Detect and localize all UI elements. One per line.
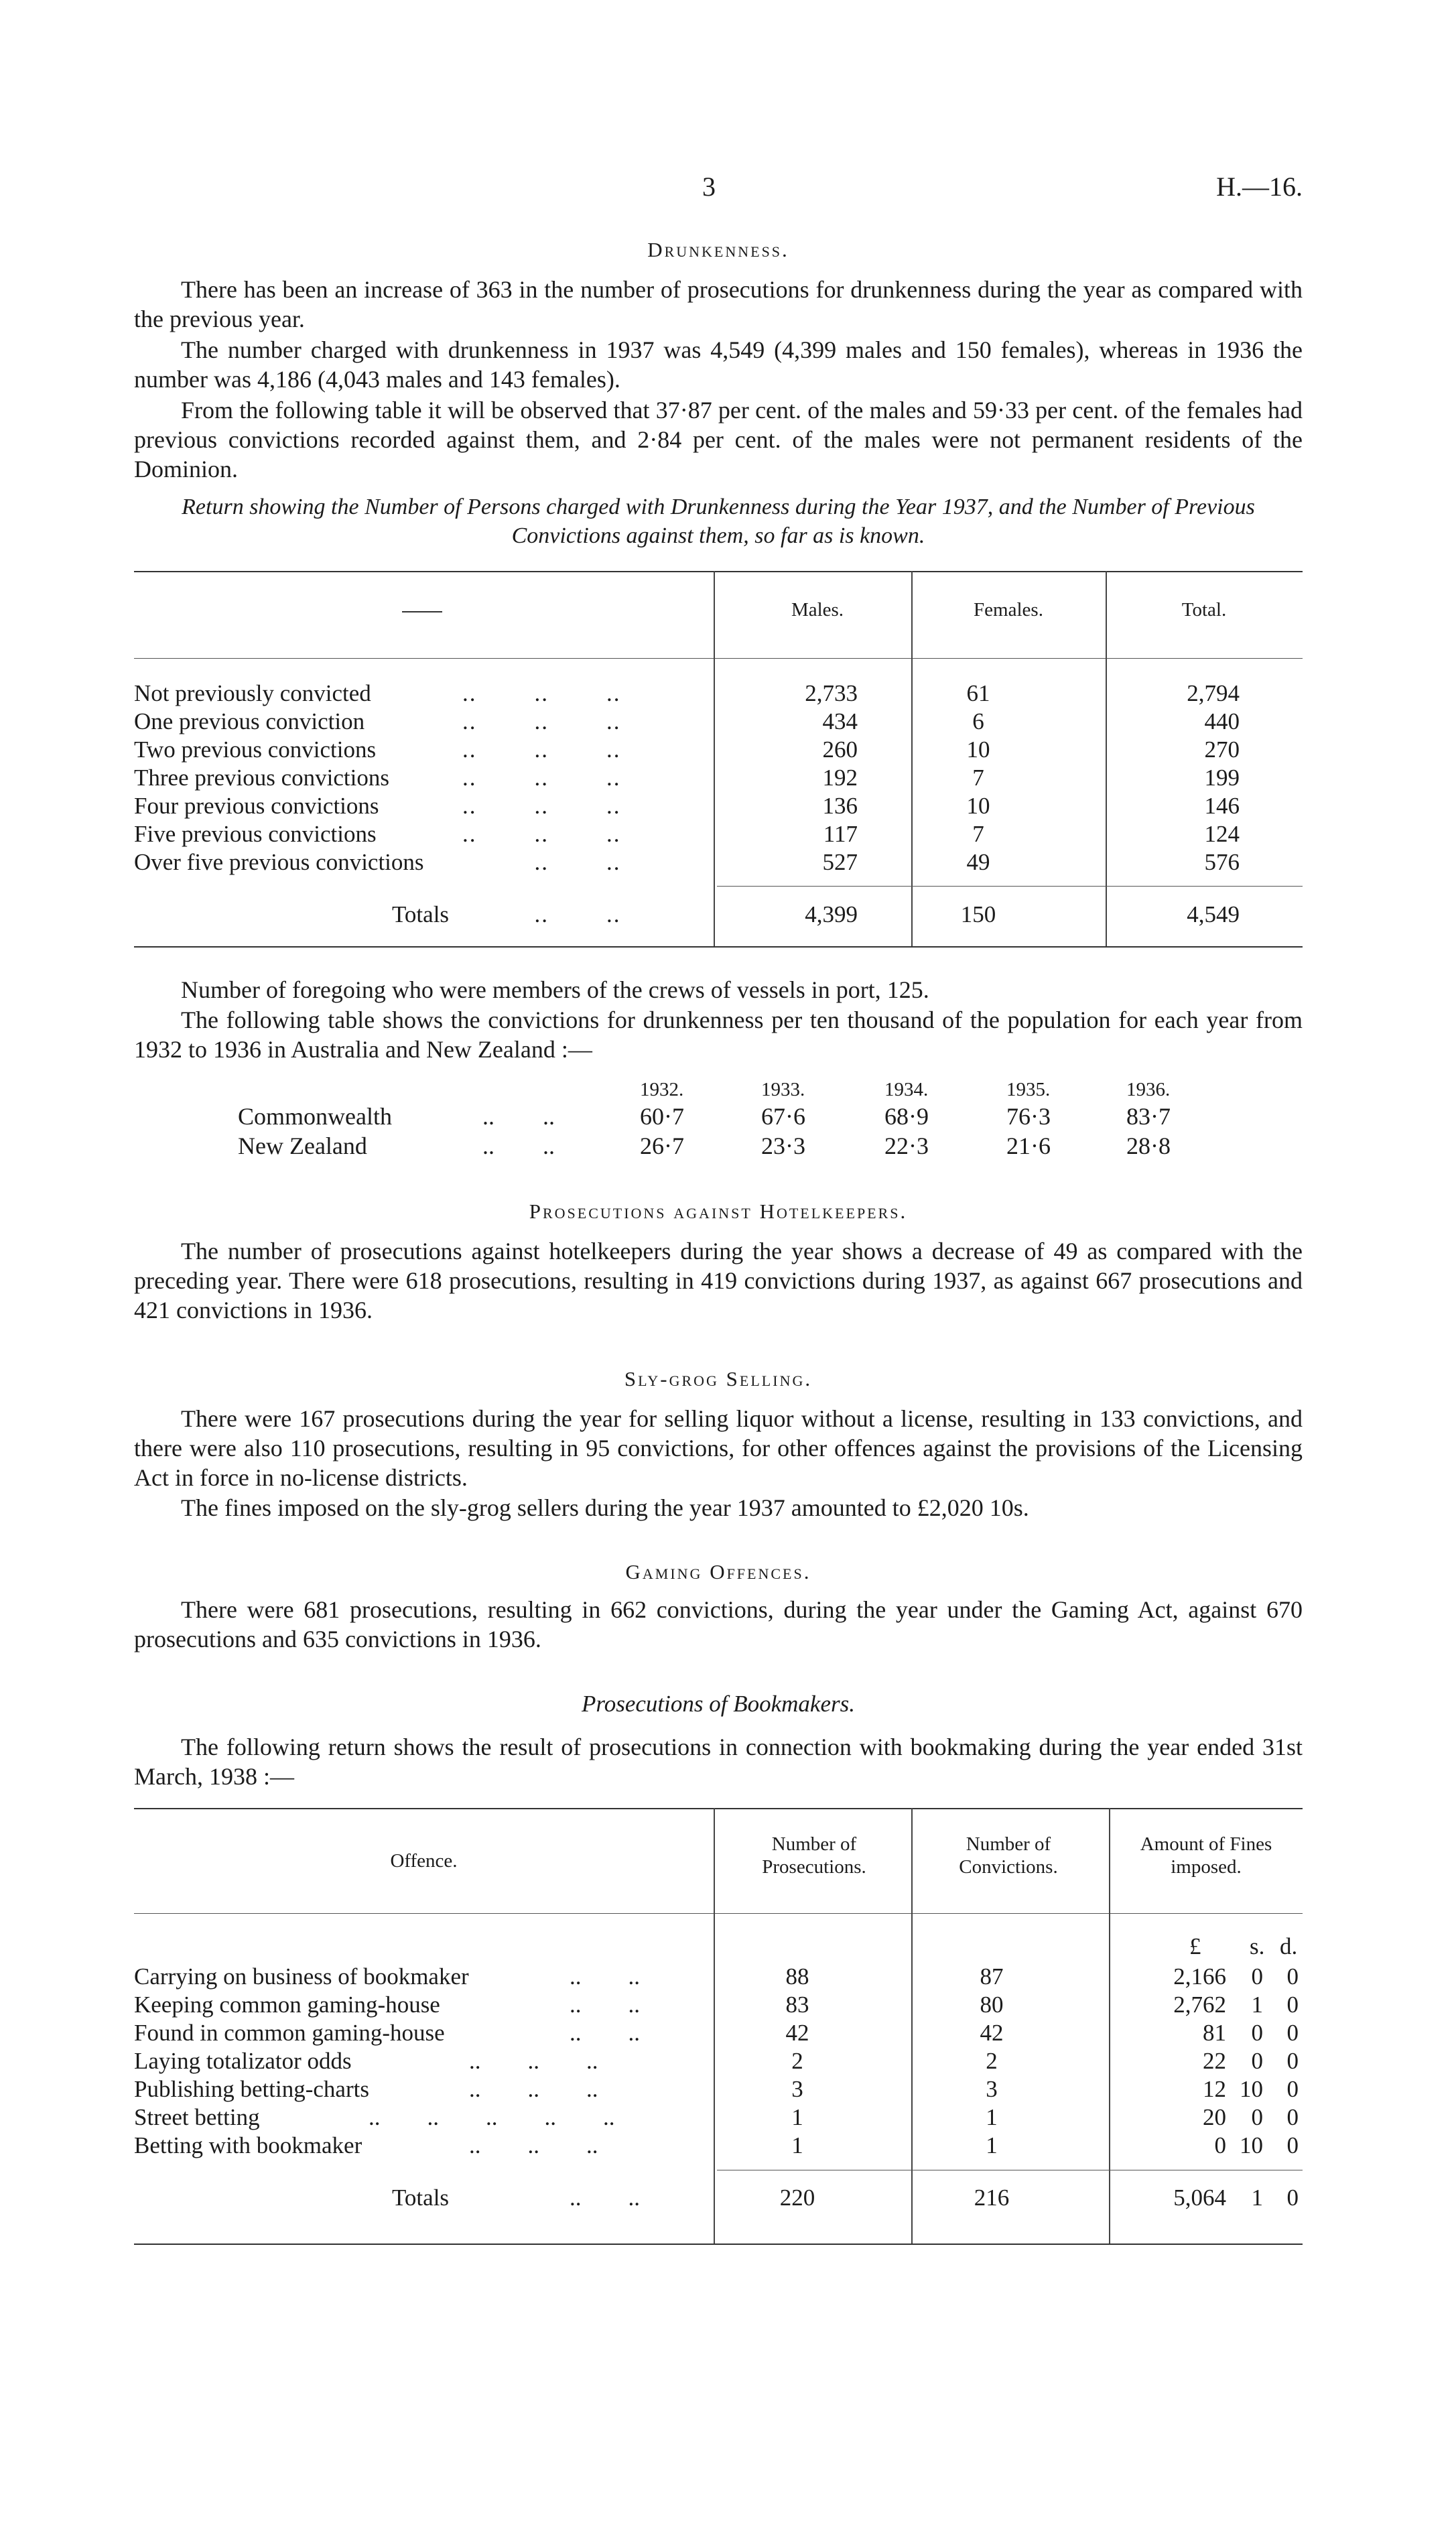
table-row: One previous conviction .. .. .. 434 6 440 (134, 708, 1240, 734)
money-units-row: £ s. d. (1189, 1933, 1298, 1959)
column-header-offence: Offence. (390, 1850, 458, 1872)
section-title-bookmakers: Prosecutions of Bookmakers. (582, 1691, 855, 1717)
section-title-gaming: Gaming Offences. (625, 1560, 811, 1583)
table-row: Five previous convictions .. .. .. 117 7 124 (134, 821, 1240, 847)
comparison-row: Commonwealth .. .. 60·7 67·6 68·9 76·3 83·7 (238, 1103, 1171, 1130)
paragraph: The fines imposed on the sly-grog sellers during the year 1937 amounted to £2,020 10s. (181, 1494, 1029, 1521)
year-header: 1934. (884, 1079, 929, 1100)
comparison-row: New Zealand .. .. 26·7 23·3 22·3 21·6 28·8 (238, 1132, 1171, 1159)
table-row: Laying totalizator odds .. .. .. 2 2 22 0 0 (134, 2048, 1299, 2074)
table-row: Found in common gaming-house .. .. 42 42 81 0 0 (134, 2020, 1299, 2046)
section-title-hotelkeepers: Prosecutions against Hotelkeepers. (529, 1199, 908, 1223)
page-number: 3 (702, 172, 716, 202)
paragraph: Number of foregoing who were members of the crews of vessels in port, 125. (181, 976, 929, 1003)
table-row: Four previous convictions .. .. .. 136 10 146 (134, 793, 1240, 819)
table-row: Keeping common gaming-house .. .. 83 80 2,762 1 0 (134, 1992, 1299, 2018)
paragraph: The number charged with drunkenness in 1937 was 4,549 (4,399 males and 150 females), whereas in 1936 the number was 4,186 (4,043 males and 143 females). (134, 336, 1303, 393)
year-header: 1935. (1006, 1079, 1051, 1100)
column-header-convictions: Number of Convictions. (959, 1833, 1058, 1878)
section-title-drunkenness: Drunkenness. (647, 238, 789, 261)
column-header-females: Females. (974, 599, 1043, 621)
table-row: Betting with bookmaker .. .. .. 1 1 0 10 0 (134, 2132, 1299, 2158)
table-totals-row: Totals .. .. 4,399 150 4,549 (392, 901, 1240, 927)
paragraph: The number of prosecutions against hotelkeepers during the year shows a decrease of 49 as compared with the preceding year. There were 618 prosecutions, resulting in 419 convictions during 1937, as against 667 prosecutions and 421 convictions in 1936. (134, 1238, 1303, 1323)
year-header: 1932. (640, 1079, 684, 1100)
paragraph: From the following table it will be observed that 37·87 per cent. of the males and 59·33 per cent. of the females had previous convictions recorded against them, and 2·84 per cent. of the males were not permanent residents of the Dominion. (134, 397, 1303, 482)
document-reference: H.—16. (1216, 172, 1303, 202)
column-header-males: Males. (791, 599, 844, 621)
year-header: 1933. (761, 1079, 805, 1100)
table-row: Street betting .. .. .. .. .. 1 1 20 0 0 (134, 2104, 1299, 2130)
table-caption: Return showing the Number of Persons charged with Drunkenness during the Year 1937, and the Number of Previous Convictions against them, so far as is known. (182, 495, 1255, 548)
column-header-prosecutions: Number of Prosecutions. (762, 1833, 866, 1878)
year-header: 1936. (1126, 1079, 1171, 1100)
paragraph: The following table shows the convictions for drunkenness per ten thousand of the population for each year from 1932 to 1936 in Australia and New Zealand :— (134, 1006, 1303, 1063)
table-row: Not previously convicted .. .. .. 2,733 61 2,794 (134, 680, 1240, 706)
table-row: Publishing betting-charts .. .. .. 3 3 12 10 0 (134, 2076, 1299, 2102)
table-totals-row: Totals .. .. 220 216 5,064 1 0 (392, 2185, 1299, 2211)
table-row: Carrying on business of bookmaker .. .. 88 87 2,166 0 0 (134, 1963, 1299, 1990)
table-row: Two previous convictions .. .. .. 260 10 270 (134, 736, 1240, 763)
blank-header-dash (402, 611, 442, 612)
paragraph: The following return shows the result of prosecutions in connection with bookmaking during the year ended 31st March, 1938 :— (134, 1734, 1303, 1790)
paragraph: There has been an increase of 363 in the number of prosecutions for drunkenness during the year as compared with the previous year. (134, 276, 1303, 332)
column-header-total: Total. (1181, 599, 1227, 621)
paragraph: There were 681 prosecutions, resulting in 662 convictions, during the year under the Gaming Act, against 670 prosecutions and 635 convictions in 1936. (134, 1596, 1303, 1652)
section-title-sly-grog: Sly-grog Selling. (624, 1367, 813, 1390)
column-header-fines: Amount of Fines imposed. (1140, 1833, 1272, 1878)
document-page (134, 0, 1303, 2533)
table-row: Over five previous convictions .. .. 527 49 576 (134, 849, 1240, 875)
paragraph: There were 167 prosecutions during the year for selling liquor without a license, resulting in 133 convictions, and there were also 110 prosecutions, resulting in 95 convictions, for other offences against the provisions of the Licensing Act in force in no-license districts. (134, 1405, 1303, 1491)
table-row: Three previous convictions .. .. .. 192 7 199 (134, 765, 1240, 791)
